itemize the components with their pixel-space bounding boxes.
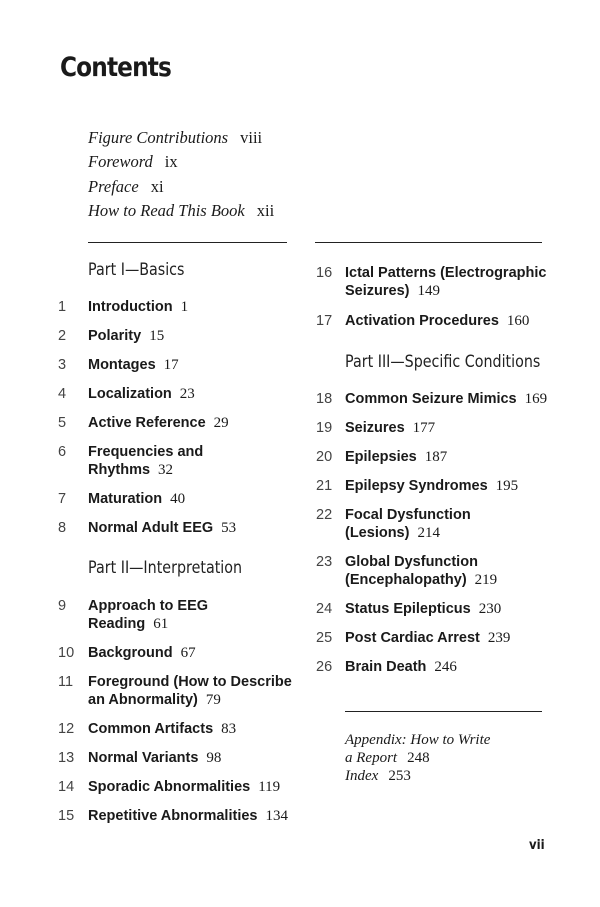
page-title: Contents	[60, 52, 171, 83]
chapter-title-block	[88, 443, 203, 479]
chapter-title-block	[345, 312, 529, 330]
chapter-title: Normal Variants	[88, 750, 199, 766]
chapter-number: 6	[58, 444, 67, 460]
chapter-page: 53	[221, 520, 237, 536]
chapter-title: Background	[88, 645, 173, 661]
front-matter-item	[88, 175, 274, 199]
chapter-title: an Abnormality)	[88, 692, 198, 708]
chapter-page: 83	[221, 721, 237, 737]
chapter-page: 32	[158, 462, 174, 478]
chapter-page: 239	[487, 630, 511, 646]
chapter-title-block	[345, 600, 501, 618]
back-matter-page: 253	[388, 768, 411, 784]
chapter-number: 19	[316, 420, 333, 436]
front-matter-title: Figure Contributions	[88, 128, 229, 147]
back-matter-page: 248	[407, 750, 430, 766]
chapter-number: 5	[58, 415, 67, 431]
chapter-number: 7	[58, 491, 67, 507]
page-number: vii	[529, 838, 545, 853]
front-matter-item	[88, 199, 274, 223]
chapter-title: Common Artifacts	[88, 721, 214, 737]
chapter-title-block	[88, 597, 208, 633]
chapter-number: 21	[316, 478, 333, 494]
chapter-title: Normal Adult EEG	[88, 520, 214, 536]
chapter-title-block	[88, 356, 179, 374]
chapter-number: 16	[316, 265, 333, 281]
chapter-page: 1	[180, 299, 189, 315]
chapter-number: 13	[58, 750, 75, 766]
chapter-number: 12	[58, 721, 75, 737]
chapter-page: 29	[213, 415, 229, 431]
chapter-page: 40	[170, 491, 186, 507]
chapter-page: 246	[434, 659, 457, 675]
chapter-page: 119	[258, 779, 281, 795]
chapter-page: 98	[206, 750, 222, 766]
chapter-title: Montages	[88, 357, 156, 373]
front-matter-item	[88, 150, 274, 174]
chapter-title-block	[345, 658, 457, 676]
chapter-page: 169	[524, 391, 548, 407]
chapter-number: 25	[316, 630, 333, 646]
back-matter-title: Appendix: How to Write	[345, 732, 491, 748]
front-matter-title: Foreword	[88, 152, 153, 172]
chapter-number: 24	[316, 601, 333, 617]
chapter-title-block	[345, 629, 510, 647]
chapter-title: Seizures)	[345, 283, 410, 299]
chapter-title: Epilepsy Syndromes	[345, 478, 488, 494]
chapter-title-block	[345, 419, 435, 437]
chapter-number: 9	[58, 598, 67, 614]
chapter-title: Common Seizure Mimics	[345, 391, 517, 407]
chapter-page: 214	[417, 525, 440, 541]
back-matter-item	[345, 767, 490, 785]
chapter-title-block	[88, 385, 195, 403]
chapter-number: 11	[58, 674, 74, 690]
chapter-title: (Lesions)	[345, 525, 410, 541]
chapter-page: 177	[412, 420, 436, 436]
front-matter-page: viii	[240, 128, 263, 147]
chapter-title: Brain Death	[345, 659, 427, 675]
chapter-title-block	[345, 390, 547, 408]
chapter-title-block	[88, 778, 280, 796]
front-matter-title: Preface	[88, 176, 139, 196]
chapter-title: Sporadic Abnormalities	[88, 779, 251, 795]
chapter-title: Introduction	[88, 299, 173, 315]
front-matter-list	[88, 126, 274, 223]
chapter-title: Active Reference	[88, 415, 206, 431]
chapter-number: 17	[316, 313, 333, 329]
back-matter-title: Index	[345, 768, 379, 784]
chapter-title-block	[345, 477, 518, 495]
chapter-title-block	[88, 807, 288, 825]
chapter-page: 79	[205, 692, 221, 708]
chapter-number: 22	[316, 507, 333, 523]
appendix-rule	[345, 711, 542, 712]
chapter-title-block	[88, 673, 292, 709]
chapter-number: 18	[316, 391, 333, 407]
chapter-title: Focal Dysfunction	[345, 507, 471, 523]
chapter-title: Approach to EEG	[88, 598, 209, 614]
chapter-number: 1	[58, 299, 67, 315]
chapter-title: Maturation	[88, 491, 163, 507]
chapter-page: 219	[474, 572, 498, 588]
back-matter-item	[345, 731, 490, 767]
front-matter-page: xii	[256, 200, 275, 220]
chapter-title: Seizures	[345, 420, 405, 436]
chapter-title-block	[345, 264, 546, 300]
left-column-rule	[88, 242, 287, 243]
part-heading: Part II—Interpretation	[88, 558, 243, 578]
chapter-number: 14	[58, 779, 75, 795]
chapter-title: Polarity	[88, 328, 142, 344]
chapter-page: 17	[163, 357, 179, 373]
chapter-title: Global Dysfunction	[345, 554, 478, 570]
back-matter-list	[345, 731, 490, 785]
chapter-title-block	[345, 448, 447, 466]
chapter-number: 4	[58, 386, 67, 402]
chapter-title-block	[88, 298, 188, 316]
part-heading: Part I—Basics	[88, 260, 185, 280]
chapter-number: 26	[316, 659, 333, 675]
chapter-title: Reading	[88, 616, 146, 632]
front-matter-item	[88, 126, 274, 150]
chapter-title-block	[88, 519, 236, 537]
chapter-title: Activation Procedures	[345, 313, 499, 329]
chapter-title: (Encephalopathy)	[345, 572, 467, 588]
chapter-title: Post Cardiac Arrest	[345, 630, 480, 646]
chapter-number: 2	[58, 328, 67, 344]
chapter-title-block	[345, 506, 471, 542]
chapter-title-block	[88, 749, 221, 767]
chapter-number: 23	[316, 554, 333, 570]
chapter-page: 61	[153, 616, 169, 632]
chapter-number: 8	[58, 520, 67, 536]
chapter-title: Rhythms	[88, 462, 151, 478]
chapter-number: 20	[316, 449, 333, 465]
chapter-page: 230	[478, 601, 502, 617]
chapter-title-block	[345, 553, 497, 589]
chapter-title: Foreground (How to Describe	[88, 674, 292, 690]
chapter-page: 15	[149, 328, 165, 344]
chapter-title: Epilepsies	[345, 449, 417, 465]
front-matter-title: How to Read This Book	[88, 200, 245, 220]
chapter-page: 23	[179, 386, 195, 402]
chapter-title-block	[88, 327, 164, 345]
chapter-page: 149	[417, 283, 440, 299]
chapter-title-block	[88, 490, 185, 508]
chapter-number: 15	[58, 808, 75, 824]
front-matter-page: ix	[164, 152, 178, 172]
chapter-page: 134	[265, 808, 288, 824]
chapter-title: Ictal Patterns (Electrographic	[345, 265, 547, 281]
front-matter-page: xi	[150, 176, 164, 196]
chapter-title: Status Epilepticus	[345, 601, 471, 617]
chapter-title-block	[88, 644, 196, 662]
chapter-page: 187	[424, 449, 448, 465]
chapter-number: 3	[58, 357, 67, 373]
right-column-rule	[315, 242, 542, 243]
chapter-title: Localization	[88, 386, 172, 402]
chapter-page: 67	[180, 645, 196, 661]
part-heading: Part III—Specific Conditions	[345, 352, 541, 372]
chapter-title: Frequencies and	[88, 444, 204, 460]
chapter-number: 10	[58, 645, 75, 661]
chapter-page: 195	[495, 478, 519, 494]
chapter-title: Repetitive Abnormalities	[88, 808, 258, 824]
chapter-title-block	[88, 414, 229, 432]
chapter-page: 160	[506, 313, 530, 329]
back-matter-title: a Report	[345, 750, 398, 766]
chapter-title-block	[88, 720, 236, 738]
